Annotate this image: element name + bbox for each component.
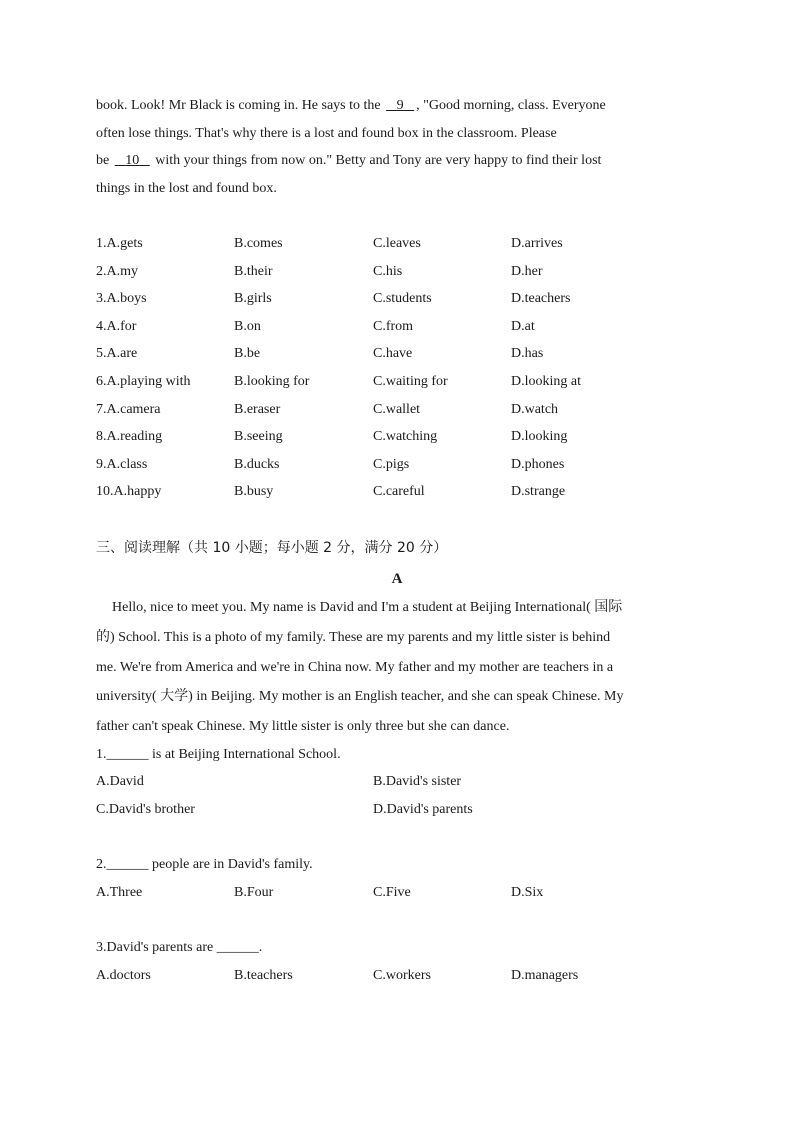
option-d: D.teachers — [511, 291, 571, 306]
option-a: 8.A.reading — [96, 429, 163, 444]
passage-line — [96, 151, 601, 171]
option-row — [0, 455, 794, 475]
option-b: B.ducks — [234, 457, 280, 472]
option-b: B.their — [234, 264, 273, 279]
option-c: C.from — [373, 319, 414, 334]
option-c: C.David's brother — [96, 802, 195, 817]
option-b: B.busy — [234, 484, 274, 499]
passage-text: be — [96, 153, 113, 168]
option-a: A.doctors — [96, 968, 151, 983]
option-row — [0, 400, 794, 420]
passage-label: A — [391, 571, 403, 587]
answer-blank — [384, 96, 416, 116]
passage-line — [96, 179, 277, 199]
option-c: C.have — [373, 346, 413, 361]
option-b: B.eraser — [234, 402, 281, 417]
option-d: D.managers — [511, 968, 579, 983]
option-b: B.on — [234, 319, 261, 334]
option-c: C.watching — [373, 429, 438, 444]
option-c: C.waiting for — [373, 374, 448, 389]
option-a: 4.A.for — [96, 319, 137, 334]
passage-line: Hello, nice to meet you. My name is David and I'm a student at Beijing International( 国际 — [112, 600, 623, 615]
option-d: D.looking at — [511, 374, 581, 389]
option-d: D.Six — [511, 885, 544, 900]
option-d: D.arrives — [511, 236, 563, 251]
question-stem: 1.______ is at Beijing International School. — [96, 747, 341, 762]
option-c: C.workers — [373, 968, 431, 983]
option-d: D.has — [511, 346, 544, 361]
passage-line — [96, 124, 557, 144]
option-d: D.phones — [511, 457, 565, 472]
answer-blank — [113, 151, 152, 171]
passage-line: father can't speak Chinese. My little sister is only three but she can dance. — [96, 719, 510, 734]
passage-line: university( 大学) in Beijing. My mother is an English teacher, and she can speak Chinese. My — [96, 689, 624, 704]
option-row — [0, 289, 794, 309]
option-a: 6.A.playing with — [96, 374, 191, 389]
option-c: C.leaves — [373, 236, 421, 251]
option-row — [0, 344, 794, 364]
passage-line: me. We're from America and we're in China now. My father and my mother are teachers in a — [96, 660, 614, 675]
option-a: 10.A.happy — [96, 484, 162, 499]
option-d: D.looking — [511, 429, 568, 444]
option-d: D.at — [511, 319, 535, 334]
option-c: C.pigs — [373, 457, 410, 472]
passage-line — [96, 96, 606, 116]
option-c: C.his — [373, 264, 403, 279]
option-a: 7.A.camera — [96, 402, 161, 417]
option-a: 2.A.my — [96, 264, 138, 279]
option-row — [0, 427, 794, 447]
option-b: B.seeing — [234, 429, 283, 444]
option-b: B.girls — [234, 291, 272, 306]
passage-text: , "Good morning, class. Everyone — [416, 98, 606, 113]
option-a: 1.A.gets — [96, 236, 143, 251]
blank-number: 10 — [125, 153, 140, 168]
passage-line: 的) School. This is a photo of my family. These are my parents and my little sister is behind — [96, 630, 611, 645]
option-d: D.strange — [511, 484, 566, 499]
option-row — [0, 372, 794, 392]
passage-text: with your things from now on." Betty and Tony are very happy to find their lost — [151, 153, 602, 168]
blank-number: 9 — [396, 98, 404, 113]
option-c: C.Five — [373, 885, 411, 900]
option-b: B.David's sister — [373, 774, 462, 789]
option-d: D.her — [511, 264, 543, 279]
option-b: B.looking for — [234, 374, 310, 389]
option-b: B.be — [234, 346, 261, 361]
option-row — [0, 482, 794, 502]
option-c: C.careful — [373, 484, 425, 499]
question-stem: 3.David's parents are ______. — [96, 940, 263, 955]
option-a: 5.A.are — [96, 346, 138, 361]
option-b: B.Four — [234, 885, 274, 900]
passage-text: book. Look! Mr Black is coming in. He says to the — [96, 98, 385, 113]
section-title: 三、阅读理解（共 10 小题；每小题 2 分，满分 20 分） — [96, 540, 448, 556]
option-d: D.watch — [511, 402, 559, 417]
option-a: 3.A.boys — [96, 291, 147, 306]
option-c: C.students — [373, 291, 432, 306]
option-a: 9.A.class — [96, 457, 148, 472]
option-a: A.David — [96, 774, 144, 789]
option-b: B.teachers — [234, 968, 293, 983]
question-stem: 2.______ people are in David's family. — [96, 857, 313, 872]
option-row — [0, 317, 794, 337]
passage-text: things in the lost and found box. — [96, 181, 277, 196]
option-row — [0, 262, 794, 282]
option-c: C.wallet — [373, 402, 421, 417]
option-a: A.Three — [96, 885, 143, 900]
option-row — [0, 234, 794, 254]
option-d: D.David's parents — [373, 802, 473, 817]
passage-text: often lose things. That's why there is a lost and found box in the classroom. Please — [96, 126, 557, 141]
option-b: B.comes — [234, 236, 283, 251]
